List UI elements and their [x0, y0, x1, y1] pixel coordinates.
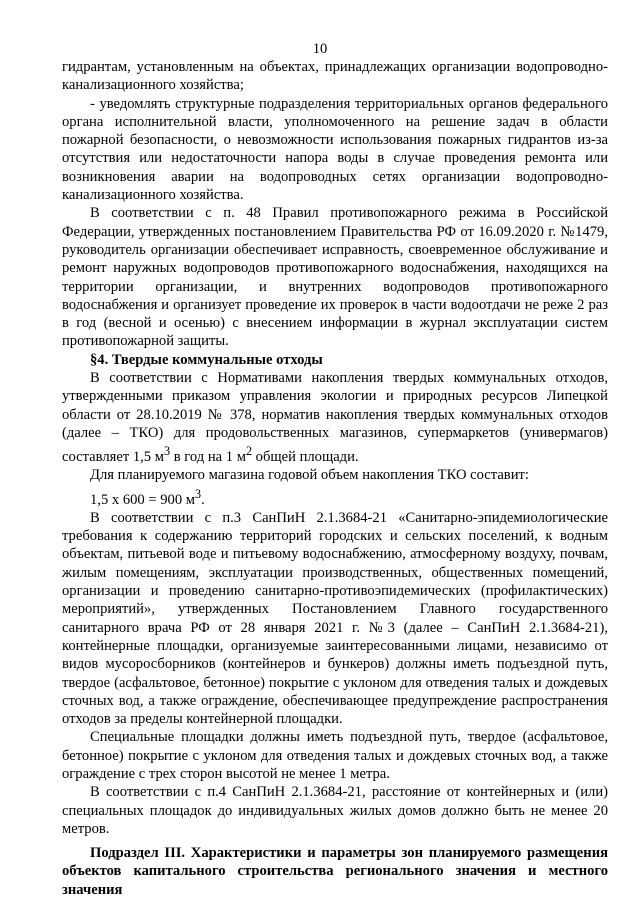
formula-superscript: 3	[195, 486, 202, 501]
square-superscript: 2	[245, 444, 253, 459]
document-body	[62, 58, 608, 914]
waste-norms-end: общей площади.	[252, 449, 359, 466]
formula-end: .	[201, 491, 205, 508]
paragraph-annual-volume: Для планируемого магазина годовой объем накопления ТКО составит:	[90, 467, 529, 484]
paragraph-sanpin-p4: В соответствии с п.4 СанПиН 2.1.3684-21, расстояние от контейнерных и (или) специальных площадок до индивидуальных жилых домов должно быть не менее 20 метров.	[62, 784, 608, 837]
subsection-heading-3: Подраздел III. Характеристики и параметры зон планируемого размещения объектов капитального строительства регионального значения и местного значения	[62, 845, 608, 898]
formula-text: 1,5 х 600 = 900 м	[90, 491, 196, 508]
paragraph-special-sites: Специальные площадки должны иметь подъездной путь, твердое (асфальтовое, бетонное) покрытие с уклоном для отведения талых и дождевых сточных вод, а также ограждение с трех сторон высотой не менее 1 метра.	[62, 729, 608, 782]
waste-norms-mid: в год на 1 м	[170, 449, 246, 466]
paragraph-waste-norms	[62, 369, 608, 466]
paragraph-sanpin-p3: В соответствии с п.3 СанПиН 2.1.3684-21 «Санитарно-эпидемиологические требования к содержанию территорий городских и сельских поселений, к водным объектам, питьевой воде и питьевому водоснабжению, атмосферному воздуху, почвам, жилым помещениям, эксплуатации производственных, общественных помещений, организации и проведению санитарно-противоэпидемических (профилактических) мероприятий», утвержденных Постановлением Главного государственного санитарного врача РФ от 28 января 2021 г. №3 (далее – СанПиН 2.1.3684-21), контейнерные площадки, организуемые заинтересованными лицами, независимо от видов мусоросборников (контейнеров и бункеров) должны иметь подъездной путь, твердое (асфальтовое, бетонное) покрытие с уклоном для отведения талых и дождевых сточных вод, а также ограждение, обеспечивающее предупреждение распространения отходов за пределы контейнерной площадки.	[62, 509, 608, 728]
section-heading-solid-waste: §4. Твердые коммунальные отходы	[90, 351, 323, 368]
paragraph-fire-regulations: В соответствии с п. 48 Правил противопожарного режима в Российской Федерации, утвержденных постановлением Правительства РФ от 16.09.2020 г. №1479, руководитель организации обеспечивает исправность, своевременное обслуживание и ремонт наружных водопроводов противопожарного водоснабжения, находящихся на территории организации, и внутренних водопроводов противопожарного водоснабжения и организует проведение их проверок в части водоотдачи не реже 2 раз в год (весной и осенью) с внесением информации в журнал эксплуатации систем противопожарной защиты.	[62, 205, 608, 350]
waste-norms-text: В соответствии с Нормативами накопления твердых коммунальных отходов, утвержденными приказом управления экологии и природных ресурсов Липецкой области от 28.10.2019 № 378, норматив накопления твердых коммунальных отходов (далее – ТКО) для продовольственных магазинов, супермаркетов (универмагов) составляет 1,5 м	[62, 370, 608, 466]
page-number: 10	[312, 41, 328, 57]
paragraph-notify-list-item: - уведомлять структурные подразделения территориальных органов федерального органа исполнительной власти, уполномоченного на решение задач в области пожарной безопасности, о невозможности использования пожарных гидрантов из-за отсутствия или недостаточности напора воды в случае проведения ремонта или возникновения аварии на водопроводных сетях организации водопроводно-канализационного хозяйства.	[62, 95, 608, 204]
cubic-superscript: 3	[163, 444, 171, 459]
paragraph-hydrants-continuation: гидрантам, установленным на объектах, принадлежащих организации водопроводно-канализационного хозяйства;	[62, 59, 608, 94]
paragraph-formula	[62, 485, 608, 509]
